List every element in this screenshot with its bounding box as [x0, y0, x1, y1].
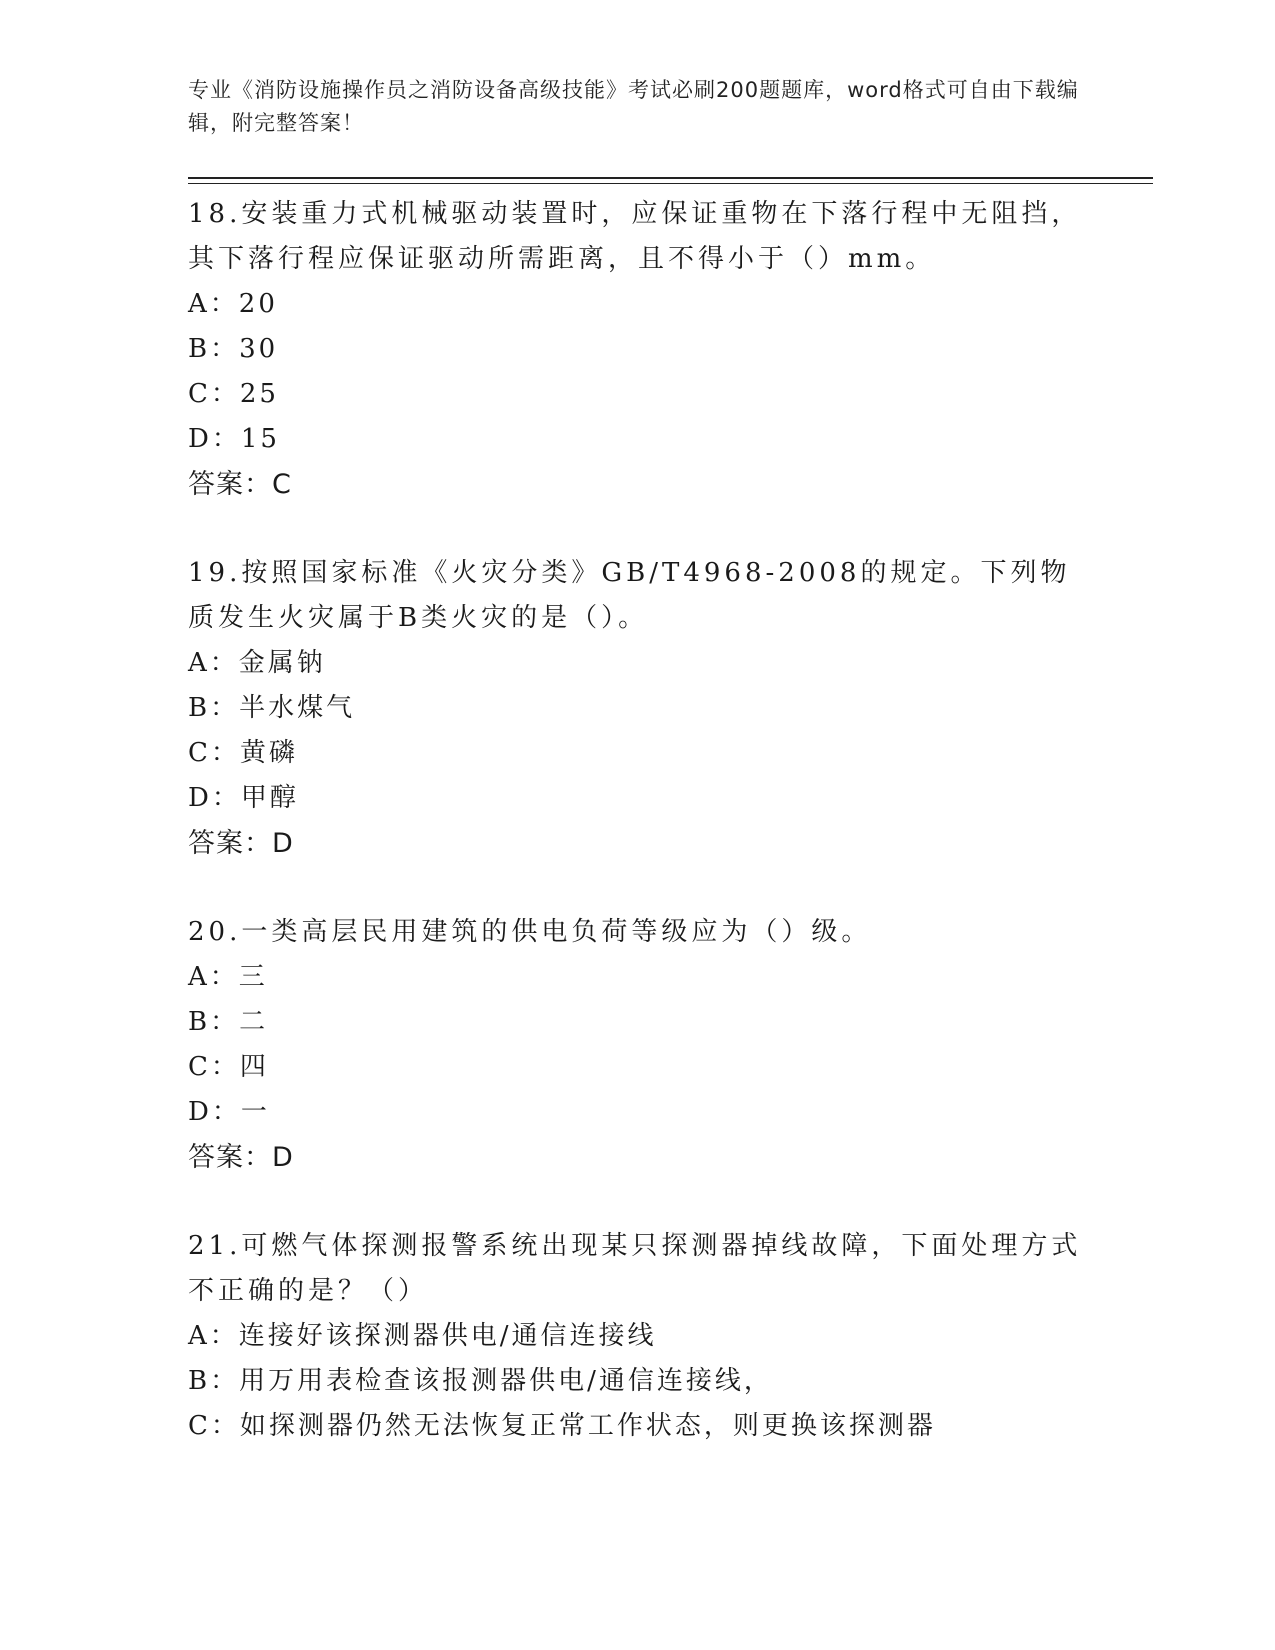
answer: 答案：D — [188, 1142, 294, 1173]
option-c: C：如探测器仍然无法恢复正常工作状态，则更换该探测器 — [188, 1411, 936, 1441]
question-19 — [188, 551, 1088, 866]
option-c: C：四 — [188, 1052, 269, 1082]
header-divider — [188, 177, 1153, 179]
option-a: A：20 — [188, 289, 278, 319]
question-18 — [188, 192, 1088, 507]
option-b: B：二 — [188, 1007, 269, 1037]
option-c: C：黄磷 — [188, 738, 298, 768]
document-intro: 专业《消防设施操作员之消防设备高级技能》考试必刷200题题库，word格式可自由下载编辑，附完整答案！ — [188, 78, 1079, 135]
answer: 答案：D — [188, 828, 294, 859]
option-d: D：一 — [188, 1097, 270, 1127]
option-d: D：甲醇 — [188, 783, 299, 813]
answer: 答案：C — [188, 469, 292, 500]
option-c: C：25 — [188, 379, 279, 409]
option-a: A：金属钠 — [188, 648, 326, 678]
option-a: A：三 — [188, 962, 268, 992]
question-text: 19.按照国家标准《火灾分类》GB/T4968-2008的规定。下列物质发生火灾属于B类火灾的是（）。 — [188, 558, 1071, 633]
option-b: B：30 — [188, 334, 279, 364]
question-text: 18.安装重力式机械驱动装置时，应保证重物在下落行程中无阻挡，其下落行程应保证驱动所需距离，且不得小于（）mm。 — [188, 199, 1082, 274]
question-text: 21.可燃气体探测报警系统出现某只探测器掉线故障，下面处理方式不正确的是？（） — [188, 1231, 1082, 1306]
question-list — [188, 192, 1088, 1493]
header-divider-thin — [188, 183, 1153, 184]
option-b: B：用万用表检查该报测器供电/通信连接线， — [188, 1366, 773, 1396]
question-text: 20.一类高层民用建筑的供电负荷等级应为（）级。 — [188, 917, 872, 947]
question-21 — [188, 1224, 1088, 1449]
option-a: A：连接好该探测器供电/通信连接线 — [188, 1321, 657, 1351]
option-d: D：15 — [188, 424, 280, 454]
question-20 — [188, 910, 1088, 1180]
option-b: B：半水煤气 — [188, 693, 356, 723]
